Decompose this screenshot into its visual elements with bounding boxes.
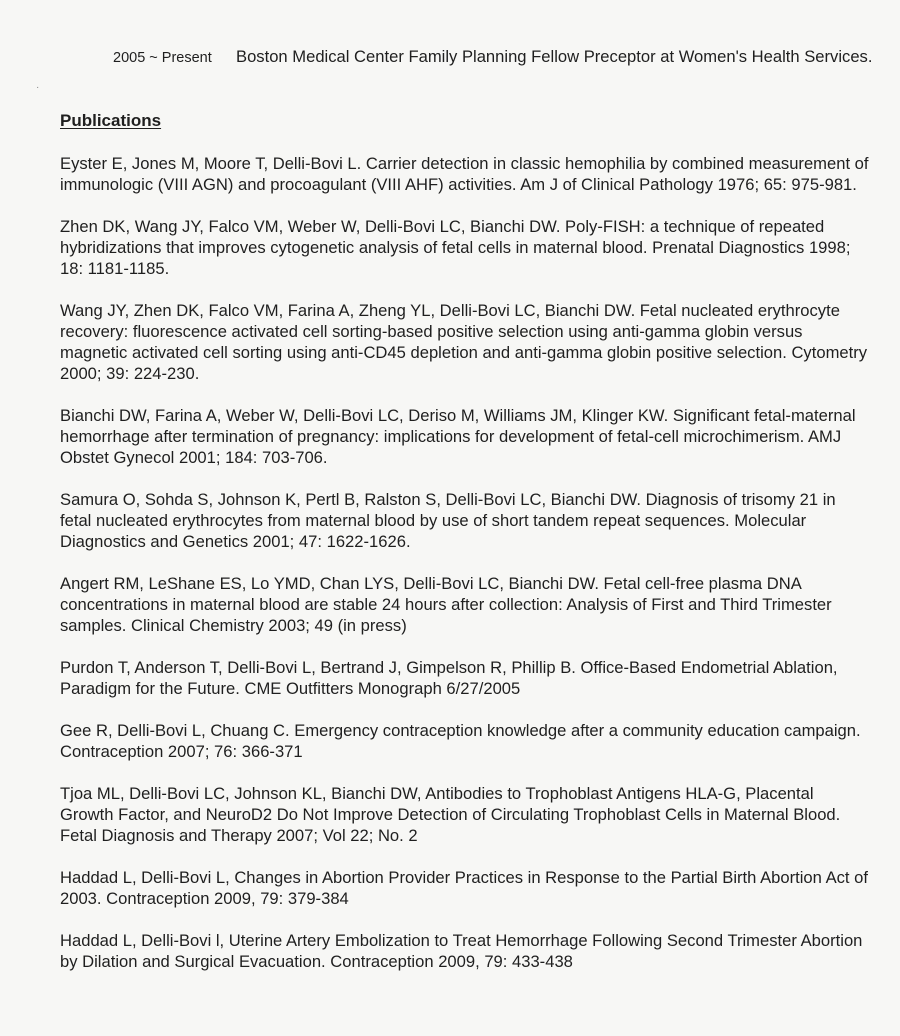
publication-item: Zhen DK, Wang JY, Falco VM, Weber W, Delli-Bovi LC, Bianchi DW. Poly-FISH: a technique of repeated hybridizations that improves cytogenetic analysis of fetal cells in maternal blood. Prenatal Diagnostics 1998; 18: 1181-1185. [60,217,851,278]
publication-item: Wang JY, Zhen DK, Falco VM, Farina A, Zheng YL, Delli-Bovi LC, Bianchi DW. Fetal nucleated erythrocyte recovery: fluorescence activated cell sorting-based positive selection using anti-gamma globin versus magnetic activated cell sorting using anti-CD45 depletion and anti-gamma globin positive selection. Cytometry 2000; 39: 224-230. [60,301,868,383]
publications-heading: Publications [60,111,162,130]
publication-item: Tjoa ML, Delli-Bovi LC, Johnson KL, Bianchi DW, Antibodies to Trophoblast Antigens HLA-G, Placental Growth Factor, and NeuroD2 Do Not Improve Detection of Circulating Trophoblast Cells in Maternal Blood. Fetal Diagnosis and Therapy 2007; Vol 22; No. 2 [60,784,841,845]
employment-date: 2005 ~ Present [113,50,212,66]
publication-item: Purdon T, Anderson T, Delli-Bovi L, Bertrand J, Gimpelson R, Phillip B. Office-Based Endometrial Ablation, Paradigm for the Future. CME Outfitters Monograph 6/27/2005 [60,658,838,698]
publications-list [60,153,870,993]
publication-item: Eyster E, Jones M, Moore T, Delli-Bovi L. Carrier detection in classic hemophilia by combined measurement of immunologic (VIII AGN) and procoagulant (VIII AHF) activities. Am J of Clinical Pathology 1976; 65: 975-981. [60,154,869,194]
publication-item: Samura O, Sohda S, Johnson K, Pertl B, Ralston S, Delli-Bovi LC, Bianchi DW. Diagnosis of trisomy 21 in fetal nucleated erythrocytes from maternal blood by use of short tandem repeat sequences. Molecular Diagnostics and Genetics 2001; 47: 1622-1626. [60,490,836,551]
publication-item: Gee R, Delli-Bovi L, Chuang C. Emergency contraception knowledge after a community education campaign. Contraception 2007; 76: 366-371 [60,721,861,761]
publication-item: Haddad L, Delli-Bovi L, Changes in Abortion Provider Practices in Response to the Partial Birth Abortion Act of 2003. Contraception 2009, 79: 379-384 [60,868,868,908]
employment-entry [113,46,873,70]
employment-description: Boston Medical Center Family Planning Fellow Preceptor at Women's Health Services. [236,47,873,66]
publication-item: Haddad L, Delli-Bovi l, Uterine Artery Embolization to Treat Hemorrhage Following Second Trimester Abortion by Dilation and Surgical Evacuation. Contraception 2009, 79: 433-438 [60,931,863,971]
scan-speck: · [36,82,40,93]
publication-item: Angert RM, LeShane ES, Lo YMD, Chan LYS, Delli-Bovi LC, Bianchi DW. Fetal cell-free plasma DNA concentrations in maternal blood are stable 24 hours after collection: Analysis of First and Third Trimester samples. Clinical Chemistry 2003; 49 (in press) [60,574,832,635]
publication-item: Bianchi DW, Farina A, Weber W, Delli-Bovi LC, Deriso M, Williams JM, Klinger KW. Significant fetal-maternal hemorrhage after termination of pregnancy: implications for development of fetal-cell microchimerism. AMJ Obstet Gynecol 2001; 184: 703-706. [60,406,856,467]
